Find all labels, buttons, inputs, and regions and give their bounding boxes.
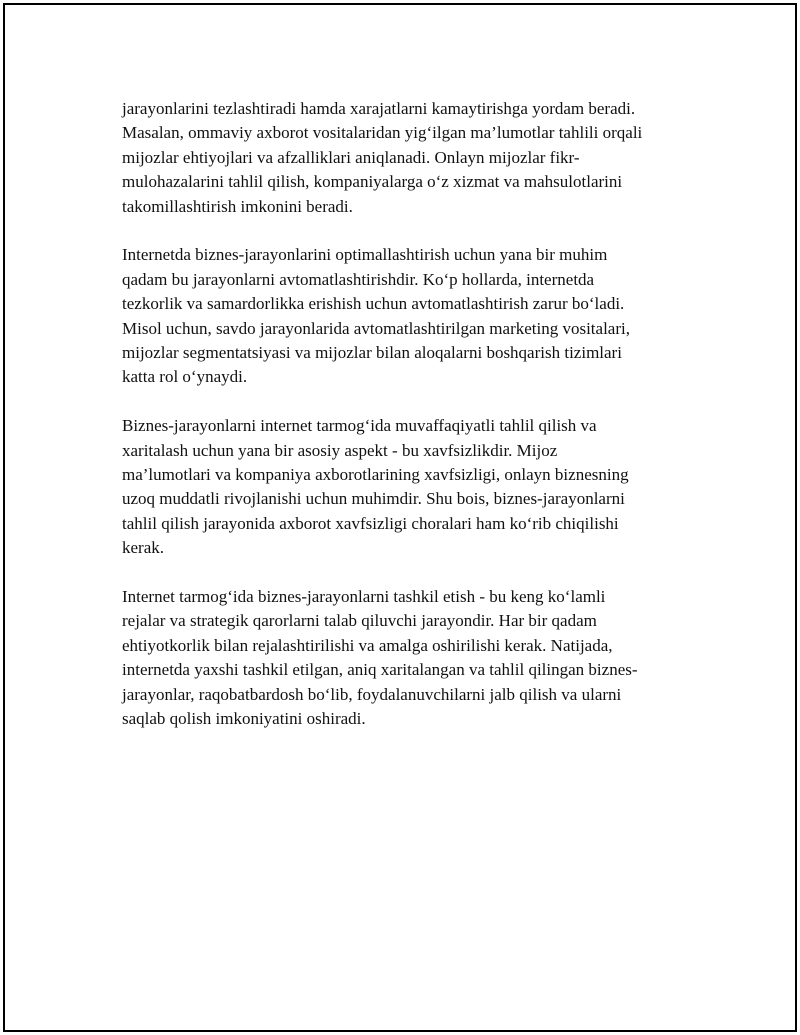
text-line: rejalar va strategik qarorlarni talab qiluvchi jarayondir. Har bir qadam [122,611,597,631]
text-line: xaritalash uchun yana bir asosiy aspekt - bu xavfsizlikdir. Mijoz [122,440,558,460]
text-line: mijozlar ehtiyojlari va afzalliklari aniqlanadi. Onlayn mijozlar fikr- [122,147,580,167]
text-line: Internetda biznes-jarayonlarini optimallashtirish uchun yana bir muhim [122,245,608,265]
text-line: qadam bu jarayonlarni avtomatlashtirishdir. Ko‘p hollarda, internetda [122,269,595,289]
text-line: Misol uchun, savdo jarayonlarida avtomatlashtirilgan marketing vositalari, [122,318,630,338]
text-line: jarayonlarini tezlashtiradi hamda xarajatlarni kamaytirishga yordam beradi. [122,99,636,118]
paragraph-3 [122,414,697,560]
paragraph-2 [122,243,697,389]
text-line: internetda yaxshi tashkil etilgan, aniq xaritalangan va tahlil qilingan biznes- [122,660,638,680]
text-line: Biznes-jarayonlarni internet tarmog‘ida muvaffaqiyatli tahlil qilish va [122,416,597,436]
paragraph-4 [122,585,697,731]
text-line: ehtiyotkorlik bilan rejalashtirilishi va amalga oshirilishi kerak. Natijada, [122,635,613,655]
text-line: takomillashtirish imkonini beradi. [122,196,353,216]
text-line: tezkorlik va samardorlikka erishish uchun avtomatlashtirish zarur bo‘ladi. [122,294,625,314]
paragraph-1 [122,97,697,219]
text-line: jarayonlar, raqobatbardosh bo‘lib, foydalanuvchilarni jalb qilish va ularni [122,684,622,704]
document-body [122,97,697,756]
page-frame [3,3,797,1032]
text-line: mulohazalarini tahlil qilish, kompaniyalarga o‘z xizmat va mahsulotlarini [122,172,623,192]
text-line: kerak. [122,538,165,558]
text-line: tahlil qilish jarayonida axborot xavfsizligi choralari ham ko‘rib chiqilishi [122,513,619,533]
text-line: ma’lumotlari va kompaniya axborotlarining xavfsizligi, onlayn biznesning [122,465,629,485]
text-line: saqlab qolish imkoniyatini oshiradi. [122,709,366,729]
text-line: katta rol o‘ynaydi. [122,367,248,387]
text-line: Masalan, ommaviy axborot vositalaridan yig‘ilgan ma’lumotlar tahlili orqali [122,123,643,143]
text-line: mijozlar segmentatsiyasi va mijozlar bilan aloqalarni boshqarish tizimlari [122,343,622,363]
text-line: uzoq muddatli rivojlanishi uchun muhimdir. Shu bois, biznes-jarayonlarni [122,489,625,509]
text-line: Internet tarmog‘ida biznes-jarayonlarni tashkil etish - bu keng ko‘lamli [122,587,606,607]
